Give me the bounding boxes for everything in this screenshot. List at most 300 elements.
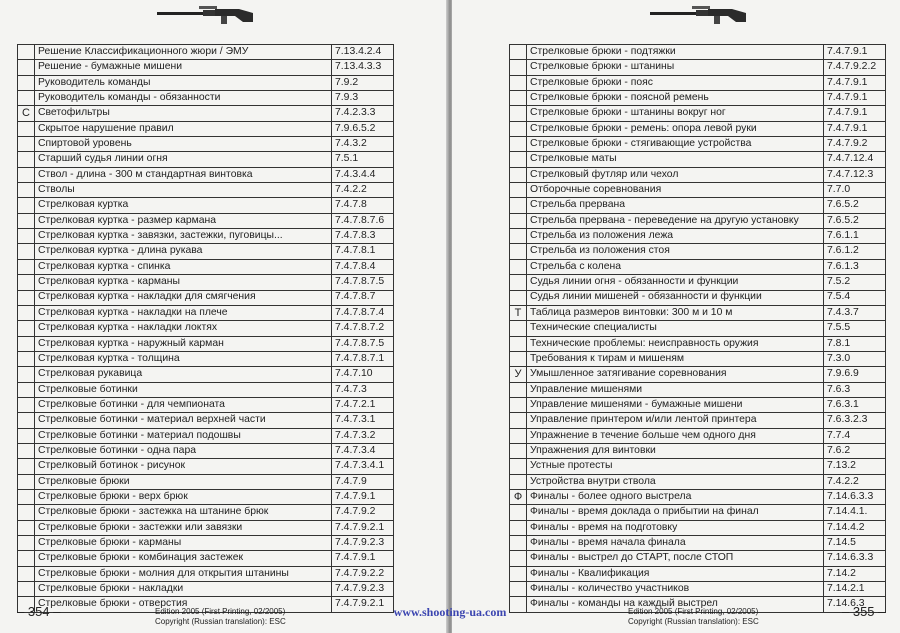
letter-cell <box>510 167 527 182</box>
letter-cell <box>18 60 35 75</box>
index-row <box>18 459 394 474</box>
letter-cell <box>510 474 527 489</box>
copyright-line: Copyright (Russian translation): ESC <box>155 617 286 626</box>
index-table-left <box>17 44 394 613</box>
entry-title: Устные протесты <box>527 459 824 474</box>
letter-cell <box>18 413 35 428</box>
index-row <box>510 213 886 228</box>
entry-title: Финалы - команды на каждый выстрел <box>527 597 824 612</box>
entry-title: Технические специалисты <box>527 321 824 336</box>
index-row <box>510 351 886 366</box>
rule-number: 7.4.7.8.7.1 <box>332 351 394 366</box>
entry-title: Стрелковые ботинки - материал подошвы <box>35 428 332 443</box>
entry-title: Стрелковые брюки - комбинация застежек <box>35 551 332 566</box>
index-row <box>18 536 394 551</box>
index-row <box>18 397 394 412</box>
entry-title: Стрелковые ботинки <box>35 382 332 397</box>
index-row <box>510 91 886 106</box>
index-row <box>510 167 886 182</box>
rule-number: 7.4.7.9.2 <box>824 137 886 152</box>
rule-number: 7.5.2 <box>824 275 886 290</box>
rule-number: 7.4.7.9.2.3 <box>332 582 394 597</box>
letter-cell <box>18 536 35 551</box>
rule-number: 7.4.7.8.1 <box>332 244 394 259</box>
index-row <box>18 75 394 90</box>
index-row <box>18 213 394 228</box>
index-row <box>18 351 394 366</box>
rule-number: 7.4.7.3.2 <box>332 428 394 443</box>
entry-title: Руководитель команды <box>35 75 332 90</box>
letter-cell <box>18 489 35 504</box>
letter-cell <box>18 459 35 474</box>
copyright-line: Copyright (Russian translation): ESC <box>628 617 759 626</box>
letter-cell <box>18 121 35 136</box>
rule-number: 7.13.4.2.4 <box>332 45 394 60</box>
entry-title: Требования к тирам и мишеням <box>527 351 824 366</box>
entry-title: Финалы - время начала финала <box>527 536 824 551</box>
rule-number: 7.4.7.3.4.1 <box>332 459 394 474</box>
rule-number: 7.4.7.8.7.2 <box>332 321 394 336</box>
rule-number: 7.4.7.12.3 <box>824 167 886 182</box>
letter-cell <box>18 259 35 274</box>
index-table-right <box>509 44 886 613</box>
rule-number: 7.14.5 <box>824 536 886 551</box>
entry-title: Судья линии мишеней - обязанности и функции <box>527 290 824 305</box>
rule-number: 7.14.4.2 <box>824 520 886 535</box>
rule-number: 7.13.2 <box>824 459 886 474</box>
letter-cell <box>18 551 35 566</box>
entry-title: Стрелковый ботинок - рисунок <box>35 459 332 474</box>
index-row <box>510 45 886 60</box>
letter-cell <box>18 382 35 397</box>
index-row <box>510 367 886 382</box>
rule-number: 7.4.7.8.7.5 <box>332 336 394 351</box>
rule-number: 7.4.7.3.1 <box>332 413 394 428</box>
entry-title: Стрелковая рукавица <box>35 367 332 382</box>
index-row <box>18 259 394 274</box>
rule-number: 7.7.4 <box>824 428 886 443</box>
entry-title: Стрелковые брюки - верх брюк <box>35 489 332 504</box>
entry-title: Ствол - длина - 300 м стандартная винтовка <box>35 167 332 182</box>
index-row <box>18 382 394 397</box>
rule-number: 7.8.1 <box>824 336 886 351</box>
entry-title: Технические проблемы: неисправность оружия <box>527 336 824 351</box>
entry-title: Стрелковые ботинки - материал верхней части <box>35 413 332 428</box>
index-row <box>510 106 886 121</box>
index-row <box>510 244 886 259</box>
index-row <box>510 566 886 581</box>
rule-number: 7.4.7.8.7.6 <box>332 213 394 228</box>
rule-number: 7.6.2 <box>824 443 886 458</box>
letter-cell <box>510 397 527 412</box>
left-page <box>0 0 448 633</box>
index-row <box>18 183 394 198</box>
letter-cell <box>18 582 35 597</box>
entry-title: Упражнения для винтовки <box>527 443 824 458</box>
entry-title: Финалы - выстрел до СТАРТ, после СТОП <box>527 551 824 566</box>
letter-cell <box>18 474 35 489</box>
letter-cell: Т <box>510 305 527 320</box>
rule-number: 7.6.3.2.3 <box>824 413 886 428</box>
entry-title: Стрелковая куртка <box>35 198 332 213</box>
watermark-link[interactable]: www.shooting-ua.com <box>393 605 507 619</box>
entry-title: Таблица размеров винтовки: 300 м и 10 м <box>527 305 824 320</box>
index-row <box>18 167 394 182</box>
index-row <box>18 229 394 244</box>
index-row <box>18 474 394 489</box>
rule-number: 7.4.7.8.7 <box>332 290 394 305</box>
index-row <box>510 321 886 336</box>
rule-number: 7.4.2.3.3 <box>332 106 394 121</box>
letter-cell <box>18 351 35 366</box>
index-row <box>510 551 886 566</box>
letter-cell <box>510 75 527 90</box>
rifle-icon <box>648 4 748 28</box>
entry-title: Светофильтры <box>35 106 332 121</box>
rule-number: 7.6.1.2 <box>824 244 886 259</box>
index-row <box>510 443 886 458</box>
index-row <box>510 397 886 412</box>
index-row <box>510 520 886 535</box>
letter-cell <box>510 336 527 351</box>
rule-number: 7.4.7.3.4 <box>332 443 394 458</box>
entry-title: Стрелковые брюки <box>35 474 332 489</box>
entry-title: Стрелковые брюки - застежки или завязки <box>35 520 332 535</box>
index-row <box>18 198 394 213</box>
entry-title: Стрелковая куртка - накладки локтях <box>35 321 332 336</box>
entry-title: Управление принтером и/или лентой принтера <box>527 413 824 428</box>
entry-title: Финалы - более одного выстрела <box>527 489 824 504</box>
letter-cell <box>510 259 527 274</box>
index-row <box>510 137 886 152</box>
letter-cell <box>18 367 35 382</box>
rule-number: 7.4.7.9.1 <box>824 121 886 136</box>
letter-cell <box>18 91 35 106</box>
rule-number: 7.4.7.9.2.2 <box>824 60 886 75</box>
entry-title: Решение Классификационного жюри / ЭМУ <box>35 45 332 60</box>
entry-title: Стрелковые брюки - молния для открытия штанины <box>35 566 332 581</box>
letter-cell <box>510 106 527 121</box>
rule-number: 7.4.7.12.4 <box>824 152 886 167</box>
letter-cell <box>18 321 35 336</box>
rule-number: 7.4.3.4.4 <box>332 167 394 182</box>
letter-cell <box>18 290 35 305</box>
entry-title: Стрельба прервана - переведение на другую установку <box>527 213 824 228</box>
rule-number: 7.4.7.9.2 <box>332 505 394 520</box>
index-row <box>510 474 886 489</box>
index-row <box>18 582 394 597</box>
rule-number: 7.4.7.2.1 <box>332 397 394 412</box>
entry-title: Руководитель команды - обязанности <box>35 91 332 106</box>
letter-cell <box>18 167 35 182</box>
index-row <box>510 582 886 597</box>
entry-title: Управление мишенями <box>527 382 824 397</box>
letter-cell <box>18 443 35 458</box>
letter-cell <box>510 137 527 152</box>
index-row <box>18 91 394 106</box>
entry-title: Спиртовой уровень <box>35 137 332 152</box>
index-row <box>18 121 394 136</box>
rule-number: 7.14.4.1. <box>824 505 886 520</box>
rule-number: 7.4.7.9.1 <box>824 45 886 60</box>
index-row <box>18 413 394 428</box>
entry-title: Стрелковая куртка - завязки, застежки, пуговицы... <box>35 229 332 244</box>
rule-number: 7.9.3 <box>332 91 394 106</box>
letter-cell <box>510 382 527 397</box>
letter-cell <box>510 152 527 167</box>
index-row <box>18 336 394 351</box>
right-page <box>452 0 900 633</box>
entry-title: Стрелковые брюки - пояс <box>527 75 824 90</box>
rule-number: 7.4.7.3 <box>332 382 394 397</box>
rule-number: 7.4.7.9.2.1 <box>332 597 394 612</box>
entry-title: Стрельба из положения лежа <box>527 229 824 244</box>
letter-cell <box>18 566 35 581</box>
letter-cell <box>18 336 35 351</box>
page-number: – 354 – <box>17 604 61 619</box>
entry-title: Стволы <box>35 183 332 198</box>
index-row <box>510 121 886 136</box>
entry-title: Скрытое нарушение правил <box>35 121 332 136</box>
letter-cell <box>510 290 527 305</box>
edition-line: Edition 2005 (First Printing, 02/2005) <box>155 607 286 616</box>
index-row <box>18 275 394 290</box>
entry-title: Стрелковая куртка - накладки для смягчения <box>35 290 332 305</box>
letter-cell <box>18 244 35 259</box>
index-row <box>18 152 394 167</box>
letter-cell <box>510 244 527 259</box>
index-row <box>510 413 886 428</box>
rule-number: 7.5.1 <box>332 152 394 167</box>
entry-title: Стрелковая куртка - толщина <box>35 351 332 366</box>
rule-number: 7.6.5.2 <box>824 198 886 213</box>
rule-number: 7.4.3.2 <box>332 137 394 152</box>
letter-cell <box>510 536 527 551</box>
entry-title: Финалы - количество участников <box>527 582 824 597</box>
rule-number: 7.4.7.9.2.2 <box>332 566 394 581</box>
index-row <box>18 443 394 458</box>
index-row <box>510 152 886 167</box>
letter-cell <box>510 121 527 136</box>
rule-number: 7.4.7.9.1 <box>824 106 886 121</box>
entry-title: Стрелковые брюки - штанины <box>527 60 824 75</box>
entry-title: Финалы - время доклада о прибытии на финал <box>527 505 824 520</box>
index-row <box>510 382 886 397</box>
letter-cell <box>18 152 35 167</box>
entry-title: Стрелковая куртка - карманы <box>35 275 332 290</box>
entry-title: Стрелковые ботинки - одна пара <box>35 443 332 458</box>
letter-cell <box>510 60 527 75</box>
entry-title: Умышленное затягивание соревнования <box>527 367 824 382</box>
index-row <box>510 505 886 520</box>
rule-number: 7.4.7.9.1 <box>824 75 886 90</box>
letter-cell <box>510 566 527 581</box>
letter-cell <box>510 91 527 106</box>
rule-number: 7.14.6.3.3 <box>824 489 886 504</box>
letter-cell <box>18 183 35 198</box>
index-row <box>18 305 394 320</box>
letter-cell <box>18 229 35 244</box>
entry-title: Устройства внутри ствола <box>527 474 824 489</box>
letter-cell <box>18 75 35 90</box>
index-row <box>510 60 886 75</box>
entry-title: Стрелковые брюки - поясной ремень <box>527 91 824 106</box>
letter-cell <box>18 213 35 228</box>
rule-number: 7.4.2.2 <box>824 474 886 489</box>
letter-cell <box>18 305 35 320</box>
entry-title: Стрелковые брюки - подтяжки <box>527 45 824 60</box>
letter-cell <box>510 582 527 597</box>
letter-cell <box>18 428 35 443</box>
entry-title: Стрелковая куртка - длина рукава <box>35 244 332 259</box>
entry-title: Финалы - Квалификация <box>527 566 824 581</box>
rule-number: 7.9.6.5.2 <box>332 121 394 136</box>
index-row <box>510 489 886 504</box>
rule-number: 7.6.3 <box>824 382 886 397</box>
letter-cell <box>18 198 35 213</box>
letter-cell <box>18 397 35 412</box>
index-row <box>510 336 886 351</box>
index-row <box>18 566 394 581</box>
letter-cell <box>18 505 35 520</box>
rule-number: 7.4.7.8 <box>332 198 394 213</box>
entry-title: Стрелковые брюки - штанины вокруг ног <box>527 106 824 121</box>
entry-title: Стрелковые брюки - застежка на штанине брюк <box>35 505 332 520</box>
entry-title: Стрелковые брюки - накладки <box>35 582 332 597</box>
rule-number: 7.9.2 <box>332 75 394 90</box>
letter-cell <box>18 520 35 535</box>
entry-title: Старший судья линии огня <box>35 152 332 167</box>
rule-number: 7.5.5 <box>824 321 886 336</box>
index-row <box>510 198 886 213</box>
rule-number: 7.4.7.9.1 <box>332 551 394 566</box>
rule-number: 7.4.7.10 <box>332 367 394 382</box>
entry-title: Решение - бумажные мишени <box>35 60 332 75</box>
entry-title: Отборочные соревнования <box>527 183 824 198</box>
rule-number: 7.4.2.2 <box>332 183 394 198</box>
index-row <box>510 183 886 198</box>
index-row <box>18 321 394 336</box>
entry-title: Управление мишенями - бумажные мишени <box>527 397 824 412</box>
index-row <box>510 75 886 90</box>
entry-title: Судья линии огня - обязанности и функции <box>527 275 824 290</box>
letter-cell <box>510 275 527 290</box>
entry-title: Упражнение в течение больше чем одного дня <box>527 428 824 443</box>
index-row <box>18 45 394 60</box>
index-row <box>18 367 394 382</box>
index-row <box>18 489 394 504</box>
index-row <box>18 428 394 443</box>
rule-number: 7.4.7.8.7.5 <box>332 275 394 290</box>
index-row <box>510 275 886 290</box>
letter-cell <box>510 505 527 520</box>
entry-title: Стрелковые брюки - ремень: опора левой руки <box>527 121 824 136</box>
index-row <box>18 505 394 520</box>
rule-number: 7.5.4 <box>824 290 886 305</box>
index-row <box>510 459 886 474</box>
letter-cell <box>18 45 35 60</box>
letter-cell <box>510 229 527 244</box>
rule-number: 7.6.1.1 <box>824 229 886 244</box>
letter-cell <box>510 428 527 443</box>
edition-line: Edition 2005 (First Printing, 02/2005) <box>628 607 759 616</box>
letter-cell: У <box>510 367 527 382</box>
letter-cell <box>510 443 527 458</box>
letter-cell <box>510 213 527 228</box>
entry-title: Стрелковые брюки - стягивающие устройства <box>527 137 824 152</box>
entry-title: Стрелковая куртка - спинка <box>35 259 332 274</box>
rule-number: 7.4.3.7 <box>824 305 886 320</box>
entry-title: Стрелковая куртка - размер кармана <box>35 213 332 228</box>
entry-title: Финалы - время на подготовку <box>527 520 824 535</box>
rule-number: 7.6.5.2 <box>824 213 886 228</box>
rule-number: 7.4.7.9.1 <box>824 91 886 106</box>
entry-title: Стрельба прервана <box>527 198 824 213</box>
page-number: – 355 – <box>842 604 886 619</box>
index-row <box>18 60 394 75</box>
entry-title: Стрелковые маты <box>527 152 824 167</box>
rule-number: 7.4.7.9.2.3 <box>332 536 394 551</box>
rule-number: 7.4.7.9 <box>332 474 394 489</box>
rule-number: 7.4.7.8.3 <box>332 229 394 244</box>
entry-title: Стрельба с колена <box>527 259 824 274</box>
index-row <box>18 137 394 152</box>
entry-title: Стрелковый футляр или чехол <box>527 167 824 182</box>
rule-number: 7.4.7.8.4 <box>332 259 394 274</box>
entry-title: Стрелковые ботинки - для чемпионата <box>35 397 332 412</box>
letter-cell <box>510 45 527 60</box>
index-row <box>510 229 886 244</box>
letter-cell <box>510 321 527 336</box>
letter-cell <box>18 275 35 290</box>
letter-cell <box>18 137 35 152</box>
index-row <box>510 259 886 274</box>
letter-cell <box>510 183 527 198</box>
rule-number: 7.6.1.3 <box>824 259 886 274</box>
index-row <box>18 244 394 259</box>
rule-number: 7.6.3.1 <box>824 397 886 412</box>
entry-title: Стрелковые брюки - отверстия <box>35 597 332 612</box>
rule-number: 7.14.2.1 <box>824 582 886 597</box>
entry-title: Стрелковая куртка - наружный карман <box>35 336 332 351</box>
index-row <box>510 305 886 320</box>
index-row <box>18 106 394 121</box>
letter-cell <box>510 413 527 428</box>
rule-number: 7.3.0 <box>824 351 886 366</box>
rule-number: 7.9.6.9 <box>824 367 886 382</box>
letter-cell <box>510 351 527 366</box>
entry-title: Стрелковые брюки - карманы <box>35 536 332 551</box>
index-row <box>18 520 394 535</box>
letter-cell: Ф <box>510 489 527 504</box>
index-row <box>510 536 886 551</box>
index-row <box>18 551 394 566</box>
index-row <box>510 428 886 443</box>
letter-cell: С <box>18 106 35 121</box>
letter-cell <box>510 198 527 213</box>
entry-title: Стрелковая куртка - накладки на плече <box>35 305 332 320</box>
letter-cell <box>510 551 527 566</box>
rule-number: 7.14.6.3.3 <box>824 551 886 566</box>
rule-number: 7.4.7.9.1 <box>332 489 394 504</box>
index-row <box>510 290 886 305</box>
entry-title: Стрельба из положения стоя <box>527 244 824 259</box>
rule-number: 7.14.2 <box>824 566 886 581</box>
rule-number: 7.4.7.9.2.1 <box>332 520 394 535</box>
rule-number: 7.7.0 <box>824 183 886 198</box>
rifle-icon <box>155 4 255 28</box>
rule-number: 7.13.4.3.3 <box>332 60 394 75</box>
